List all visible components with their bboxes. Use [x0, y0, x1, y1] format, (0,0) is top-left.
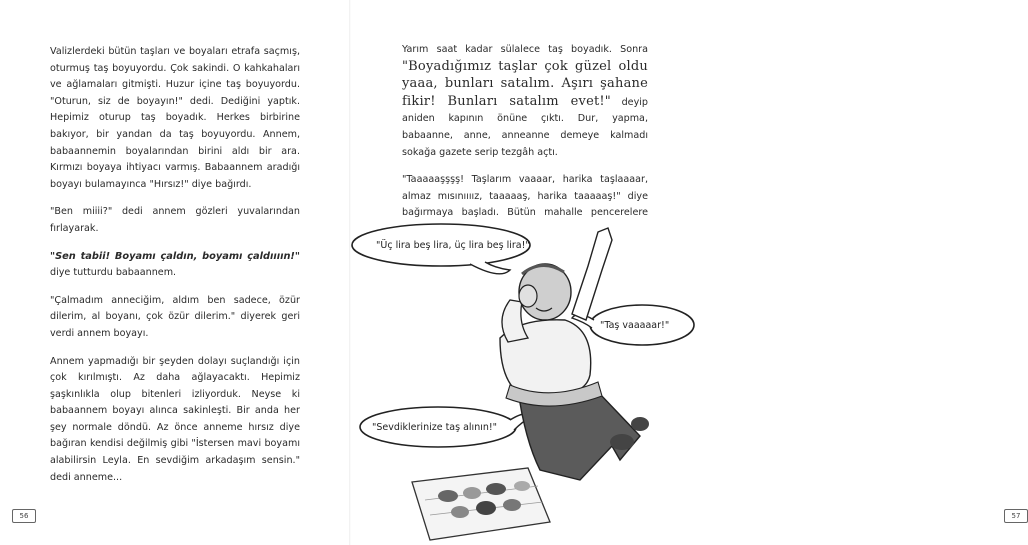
- bubble-1-text: "Üç lira beş lira, üç lira beş lira!": [376, 240, 530, 251]
- paragraph: Valizlerdeki bütün taşları ve boyaları etrafa saçmış, oturmuş taş boyuyordu. Çok sakindi. O kahkahaları ve ağlamaları gitmişti. Huzur içine taş boyuyordu. "Oturun, siz de boyayın!" dedi. Dediğini yaptık. Hepimiz oturup taş boyadık. Herkes birbirine bakıyor, bir yandan da taş boyuyordu. Annem, babaannemin boyalarından birini aldı bir ara. Kırmızı boyaya ihtiyacı varmış. Babaannem aradığı boyayı bulamayınca "Hırsız!" diye bağırdı.: [50, 46, 300, 190]
- suitcase-icon: [12, 509, 36, 523]
- paragraph: "Ben miiii?" dedi annem gözleri yuvalarından fırlayarak.: [50, 206, 300, 234]
- emphasis-text: "Boyadığımız taşlar çok güzel oldu yaaa, bunları satalım. Aşırı şahane fikir! Bunları satalım evet!": [402, 58, 648, 109]
- left-page: [0, 0, 350, 545]
- bubble-2-text: "Taş vaaaaar!": [600, 320, 670, 331]
- paragraph: Annem yapmadığı bir şeyden dolayı suçlandığı için çok kırılmıştı. Az daha ağlayacaktı. Hepimiz şaşkınlıkla olup bitenleri izliyorduk. Neyse ki babaannem boyayı alınca sakinleşti. Bir anda her şey normale döndü. Az önce anneme hırsız diye bağıran kendisi değilmiş gibi "İstersen mavi boyamı alabilirsin Leyla. En sevdiğim arkadaşım sensin." dedi anneme...: [50, 355, 300, 483]
- grandmother-illustration: [350, 210, 700, 545]
- grandmother-figure: [500, 228, 649, 480]
- text-run: Yarım saat kadar sülalece taş boyadık. Sonra: [402, 44, 648, 55]
- page-number-right: [1004, 509, 1028, 523]
- shout-tail: diye tutturdu babaannem.: [50, 267, 177, 279]
- paragraph: "Çalmadım anneciğim, aldım ben sadece, özür dilerim, al boyanı, çok özür dilerim." diyerek geri verdi annem boyayı.: [50, 294, 300, 339]
- shout-text: "Sen tabii! Boyamı çaldın, boyamı çaldıııın!": [50, 250, 300, 262]
- page-number-left: [12, 509, 36, 523]
- paragraph: "Taaaaaşşşş! Taşlarım vaaaar, harika taşlaaaar, almaz mısınıııız, taaaaaş, harika taaaaaş!" diye bağırmaya başladı. Bütün mahalle pencerelere: [402, 174, 648, 219]
- bubble-3-text: "Sevdiklerinize taş alının!": [372, 422, 498, 433]
- text-run: deyip aniden kapının önüne çıktı. Dur, yapma, babaanne, anne, anneanne demeye kalmadı sokağa gazete serip tezgâh açtı.: [402, 96, 648, 158]
- left-text-column: [50, 44, 300, 497]
- page-number-text: 56: [19, 512, 29, 520]
- suitcase-icon: [1004, 509, 1028, 523]
- paragraph: [402, 42, 648, 161]
- newspaper-with-stones: [412, 468, 550, 540]
- page-number-text: 57: [1011, 512, 1021, 520]
- shout-paragraph: [50, 249, 300, 282]
